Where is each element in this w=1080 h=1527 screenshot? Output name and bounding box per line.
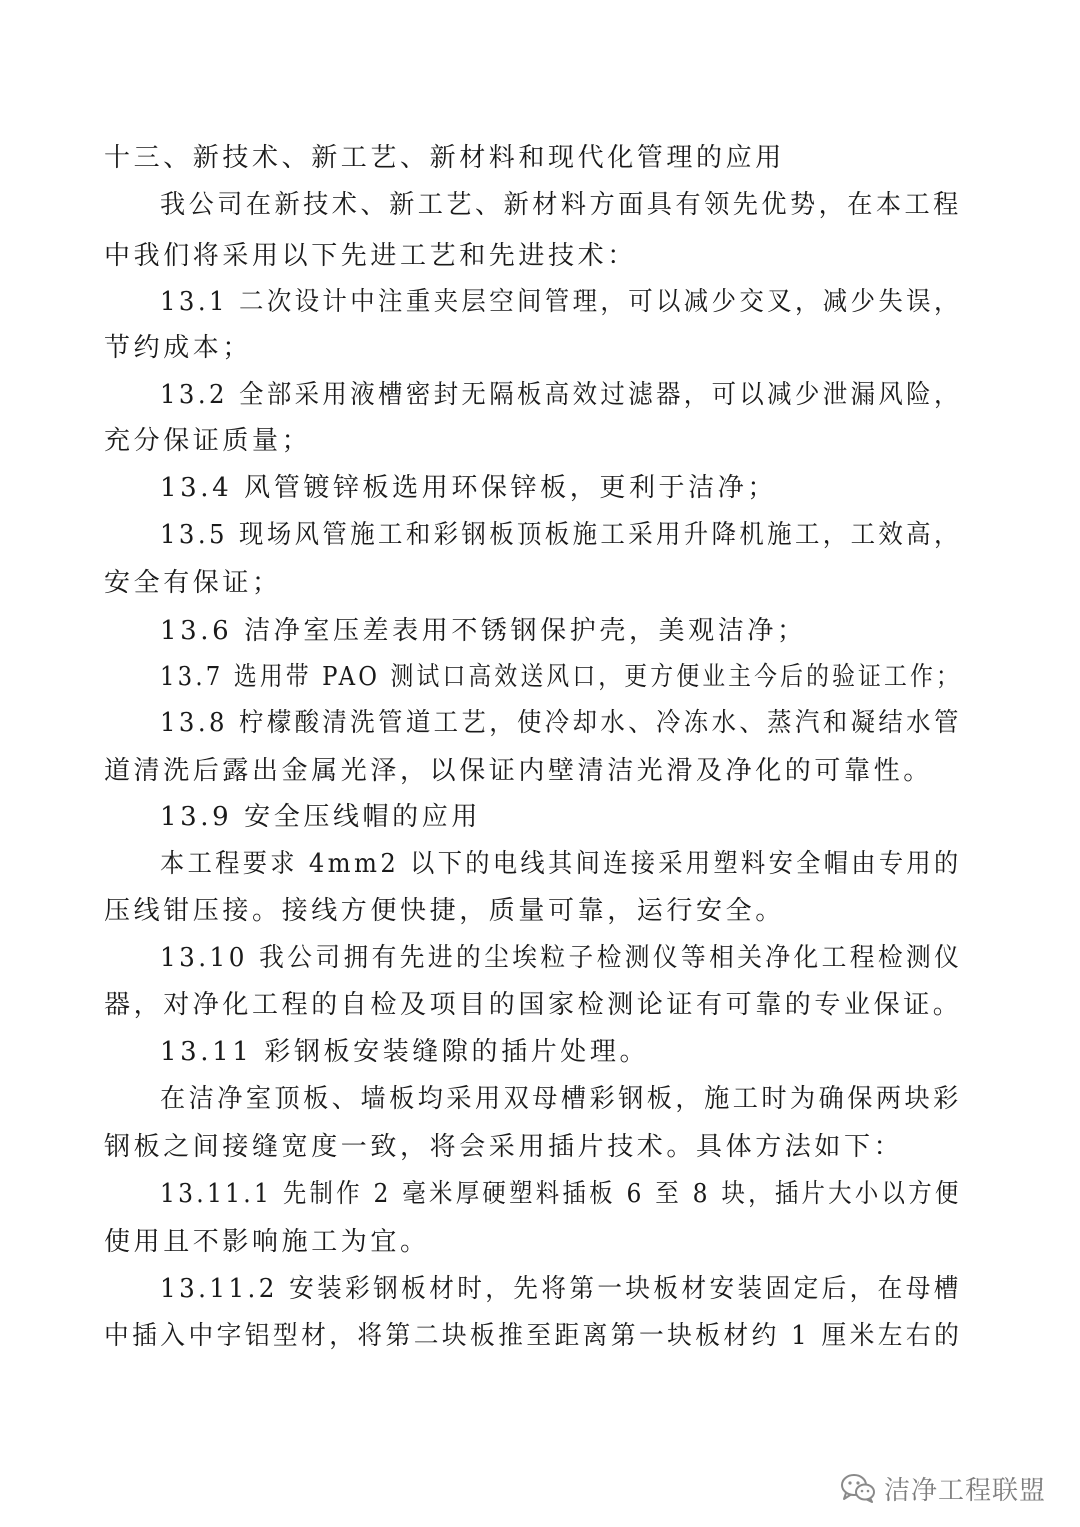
paragraph-line: 13.6 洁净室压差表用不锈钢保护壳，美观洁净； [160,616,807,646]
watermark [840,1468,1046,1508]
paragraph-line: 13.8 柠檬酸清洗管道工艺，使冷却水、冷冻水、蒸汽和凝结水管 [160,708,962,738]
paragraph-line: 压线钳压接。接线方便快捷，质量可靠，运行安全。 [104,896,785,926]
paragraph-line: 13.11 彩钢板安装缝隙的插片处理。 [160,1037,650,1067]
paragraph-line: 13.9 安全压线帽的应用 [160,802,481,832]
paragraph-line: 本工程要求 4mm2 以下的电线其间连接采用塑料安全帽由专用的 [160,849,962,879]
paragraph-line: 充分保证质量； [104,426,312,456]
paragraph-line: 我公司在新技术、新工艺、新材料方面具有领先优势，在本工程 [160,190,962,220]
paragraph-line: 13.5 现场风管施工和彩钢板顶板施工采用升降机施工，工效高， [160,520,962,550]
paragraph-line: 13.7 选用带 PAO 测试口高效送风口，更方便业主今后的验证工作； [160,662,962,692]
watermark-text: 洁净工程联盟 [883,1475,1046,1506]
paragraph-line: 13.4 风管镀锌板选用环保锌板，更利于洁净； [160,473,777,503]
paragraph-line: 器，对净化工程的自检及项目的国家检测论证有可靠的专业保证。 [104,990,963,1020]
paragraph-line: 钢板之间接缝宽度一致，将会采用插片技术。具体方法如下： [104,1132,904,1162]
paragraph-line: 13.10 我公司拥有先进的尘埃粒子检测仪等相关净化工程检测仪 [160,943,963,973]
section-heading: 十三、新技术、新工艺、新材料和现代化管理的应用 [104,143,785,173]
paragraph-line: 使用且不影响施工为宜。 [104,1227,430,1257]
paragraph-line: 中我们将采用以下先进工艺和先进技术： [104,241,637,271]
paragraph-line: 13.1 二次设计中注重夹层空间管理，可以减少交叉，减少失误， [160,287,962,317]
paragraph-line: 13.11.2 安装彩钢板材时，先将第一块板材安装固定后，在母槽 [160,1274,962,1304]
wechat-icon [840,1473,876,1503]
paragraph-line: 13.11.1 先制作 2 毫米厚硬塑料插板 6 至 8 块，插片大小以方便 [160,1179,962,1209]
paragraph-line: 节约成本； [104,333,253,363]
paragraph-line: 道清洗后露出金属光泽，以保证内壁清洁光滑及净化的可靠性。 [104,756,933,786]
paragraph-line: 13.2 全部采用液槽密封无隔板高效过滤器，可以减少泄漏风险， [160,380,962,410]
paragraph-line: 安全有保证； [104,568,282,598]
paragraph-line: 中插入中字铝型材，将第二块板推至距离第一块板材约 1 厘米左右的 [104,1321,963,1351]
paragraph-line: 在洁净室顶板、墙板均采用双母槽彩钢板，施工时为确保两块彩 [160,1084,962,1114]
